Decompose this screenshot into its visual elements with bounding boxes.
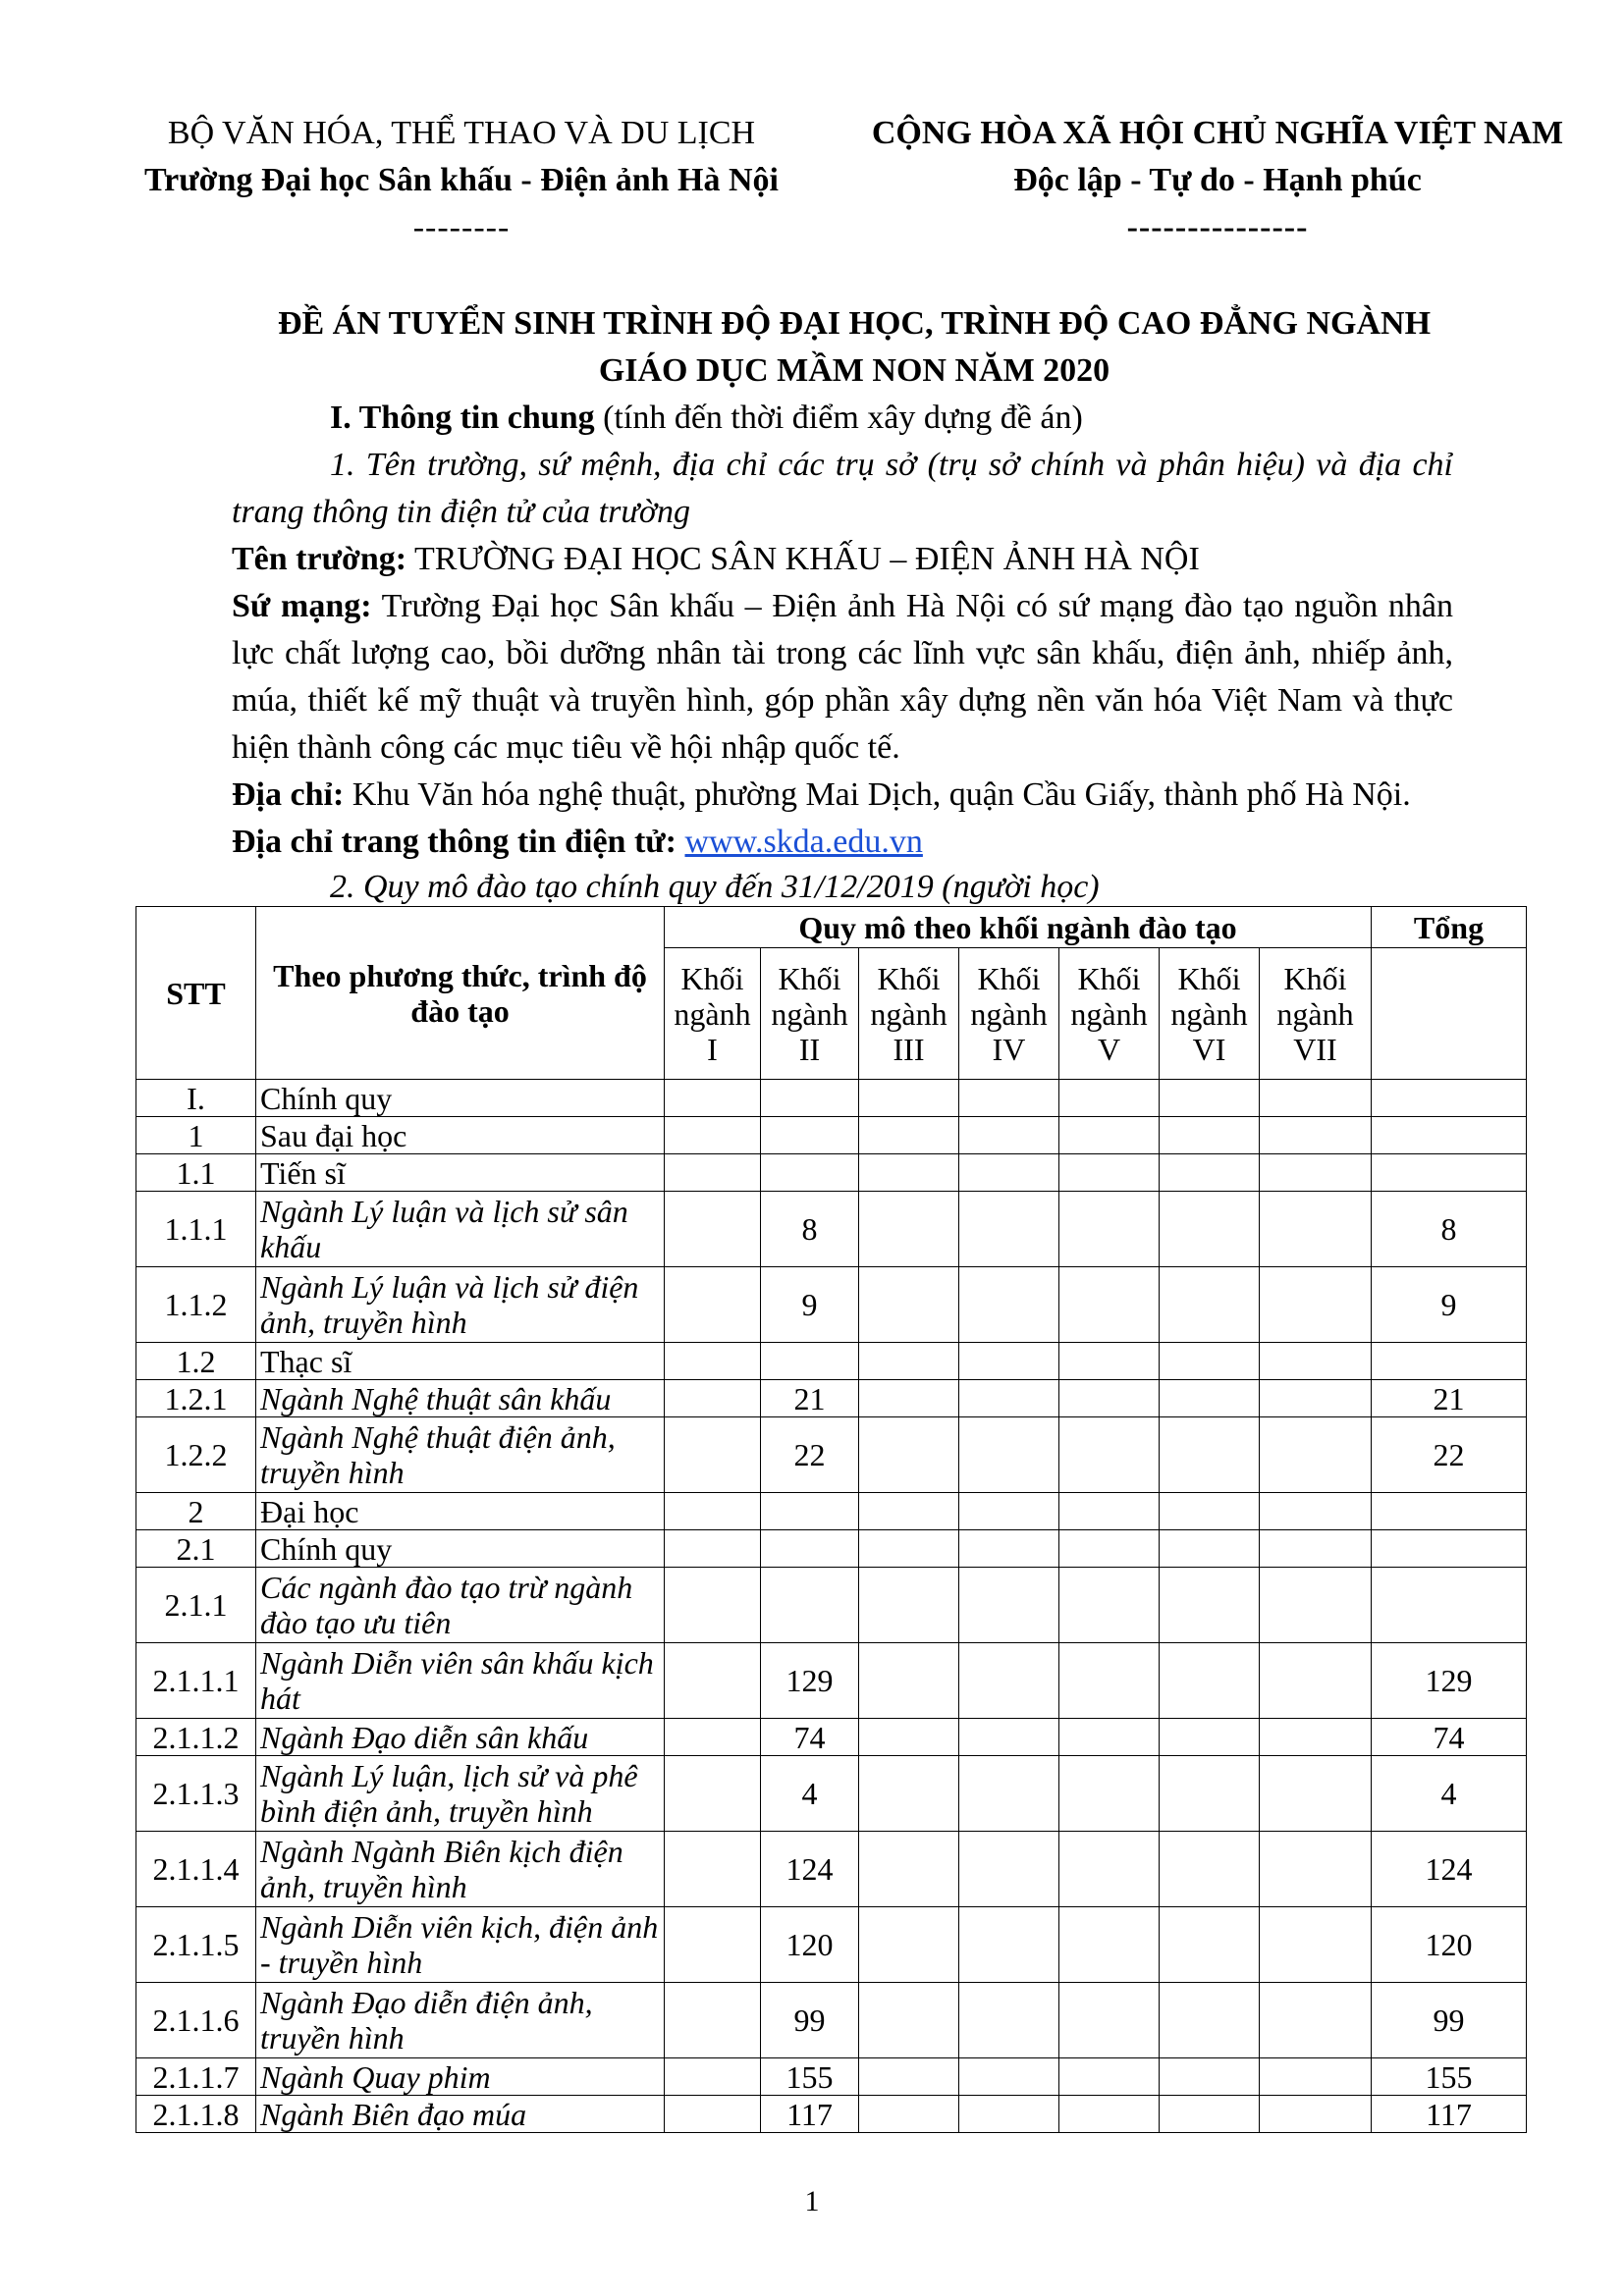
- row-name: Ngành Lý luận, lịch sử và phê bình điện ảnh, truyền hình: [256, 1756, 665, 1832]
- header-khoi-3: Khối ngành III: [859, 948, 959, 1080]
- row-name: Các ngành đào tạo trừ ngành đào tạo ưu tiên: [256, 1568, 665, 1643]
- table-row: [136, 1117, 1527, 1154]
- row-khoi-2: [761, 1080, 859, 1117]
- row-stt: 1.2.2: [136, 1417, 256, 1493]
- row-khoi-4: [959, 1832, 1059, 1907]
- table-row: [136, 1380, 1527, 1417]
- table-row: [136, 1192, 1527, 1267]
- row-khoi-5: [1059, 1756, 1160, 1832]
- row-khoi-5: [1059, 1568, 1160, 1643]
- row-khoi-4: [959, 1267, 1059, 1343]
- row-khoi-2: 120: [761, 1907, 859, 1983]
- row-stt: 2.1.1: [136, 1568, 256, 1643]
- row-khoi-4: [959, 1983, 1059, 2058]
- header-khoi-4: Khối ngành IV: [959, 948, 1059, 1080]
- row-total: 4: [1372, 1756, 1527, 1832]
- row-total: 155: [1372, 2058, 1527, 2096]
- row-stt: 1.1.2: [136, 1267, 256, 1343]
- table-row: [136, 2096, 1527, 2133]
- header-khoi-5: Khối ngành V: [1059, 948, 1160, 1080]
- table-row: [136, 1154, 1527, 1192]
- row-khoi-6: [1160, 1568, 1260, 1643]
- row-khoi-6: [1160, 1530, 1260, 1568]
- row-khoi-1: [665, 2058, 761, 2096]
- row-stt: 2: [136, 1493, 256, 1530]
- row-khoi-4: [959, 2058, 1059, 2096]
- row-total: [1372, 1493, 1527, 1530]
- mission-text: Trường Đại học Sân khấu – Điện ảnh Hà Nội có sứ mạng đào tạo nguồn nhân lực chất lượng cao, bồi dưỡng nhân tài trong các lĩnh vực sân khấu, điện ảnh, nhiếp ảnh, múa, thiết kế mỹ thuật và truyền hình, góp phần xây dựng nền văn hóa Việt Nam và thực hiện thành công các mục tiêu về hội nhập quốc tế.: [232, 588, 1453, 766]
- row-khoi-6: [1160, 1983, 1260, 2058]
- website-line: [232, 819, 1453, 866]
- row-khoi-2: 74: [761, 1719, 859, 1756]
- row-khoi-4: [959, 1343, 1059, 1380]
- row-name: Ngành Ngành Biên kịch điện ảnh, truyền hình: [256, 1832, 665, 1907]
- row-khoi-6: [1160, 1493, 1260, 1530]
- row-khoi-1: [665, 1493, 761, 1530]
- row-total: [1372, 1117, 1527, 1154]
- row-khoi-1: [665, 1907, 761, 1983]
- table-row: [136, 1832, 1527, 1907]
- row-name: Ngành Biên đạo múa: [256, 2096, 665, 2133]
- row-khoi-4: [959, 1568, 1059, 1643]
- table-row: [136, 1719, 1527, 1756]
- row-khoi-7: [1260, 1343, 1372, 1380]
- row-khoi-2: [761, 1530, 859, 1568]
- row-total: 99: [1372, 1983, 1527, 2058]
- row-khoi-7: [1260, 1493, 1372, 1530]
- row-khoi-7: [1260, 2058, 1372, 2096]
- header-group: Quy mô theo khối ngành đào tạo: [665, 907, 1372, 948]
- row-khoi-6: [1160, 1417, 1260, 1493]
- row-khoi-6: [1160, 1832, 1260, 1907]
- row-stt: 1: [136, 1117, 256, 1154]
- address-value: Khu Văn hóa nghệ thuật, phường Mai Dịch, quận Cầu Giấy, thành phố Hà Nội.: [344, 776, 1411, 813]
- row-khoi-1: [665, 1756, 761, 1832]
- row-khoi-3: [859, 1380, 959, 1417]
- row-khoi-1: [665, 1832, 761, 1907]
- row-khoi-4: [959, 1643, 1059, 1719]
- row-total: [1372, 1568, 1527, 1643]
- row-stt: 1.2.1: [136, 1380, 256, 1417]
- row-khoi-1: [665, 1117, 761, 1154]
- row-stt: 2.1.1.5: [136, 1907, 256, 1983]
- row-khoi-3: [859, 1719, 959, 1756]
- row-khoi-6: [1160, 1080, 1260, 1117]
- university-name: Trường Đại học Sân khấu - Điện ảnh Hà Nội: [143, 162, 780, 198]
- row-khoi-7: [1260, 2096, 1372, 2133]
- country-name: CỘNG HÒA XÃ HỘI CHỦ NGHĨA VIỆT NAM: [871, 115, 1564, 151]
- page-number: 1: [804, 2185, 820, 2217]
- row-khoi-5: [1059, 1530, 1160, 1568]
- mission-paragraph: [232, 583, 1453, 772]
- row-khoi-5: [1059, 1907, 1160, 1983]
- row-khoi-1: [665, 1192, 761, 1267]
- row-total: 120: [1372, 1907, 1527, 1983]
- table-row: [136, 1756, 1527, 1832]
- row-name: Sau đại học: [256, 1117, 665, 1154]
- table-row: [136, 2058, 1527, 2096]
- header-khoi-7: Khối ngành VII: [1260, 948, 1372, 1080]
- row-stt: 2.1.1.1: [136, 1643, 256, 1719]
- row-khoi-5: [1059, 1080, 1160, 1117]
- row-stt: 1.1.1: [136, 1192, 256, 1267]
- address-label: Địa chỉ:: [232, 776, 345, 813]
- row-khoi-6: [1160, 1643, 1260, 1719]
- row-khoi-7: [1260, 1907, 1372, 1983]
- row-khoi-4: [959, 1493, 1059, 1530]
- website-link[interactable]: www.skda.edu.vn: [684, 824, 923, 860]
- row-khoi-2: 129: [761, 1643, 859, 1719]
- row-khoi-1: [665, 1154, 761, 1192]
- school-name-line: [232, 536, 1453, 583]
- row-khoi-3: [859, 1343, 959, 1380]
- row-khoi-3: [859, 1192, 959, 1267]
- row-khoi-1: [665, 1080, 761, 1117]
- table-body: [136, 1080, 1527, 2133]
- row-khoi-4: [959, 1530, 1059, 1568]
- row-khoi-5: [1059, 1719, 1160, 1756]
- school-name-label: Tên trường:: [232, 541, 407, 577]
- row-khoi-7: [1260, 1643, 1372, 1719]
- row-stt: 1.2: [136, 1343, 256, 1380]
- row-total: 22: [1372, 1417, 1527, 1493]
- ministry-header: [118, 110, 805, 251]
- row-khoi-5: [1059, 1832, 1160, 1907]
- row-khoi-3: [859, 1080, 959, 1117]
- table-row: [136, 1417, 1527, 1493]
- row-total: [1372, 1080, 1527, 1117]
- header-stt: STT: [136, 907, 256, 1080]
- row-khoi-2: [761, 1343, 859, 1380]
- row-khoi-2: 117: [761, 2096, 859, 2133]
- row-khoi-6: [1160, 1154, 1260, 1192]
- header-khoi-1: Khối ngành I: [665, 948, 761, 1080]
- row-khoi-7: [1260, 1832, 1372, 1907]
- row-stt: I.: [136, 1080, 256, 1117]
- row-khoi-3: [859, 1907, 959, 1983]
- address-line: [232, 772, 1508, 819]
- document-title: [118, 300, 1591, 395]
- row-khoi-7: [1260, 1080, 1372, 1117]
- row-khoi-2: [761, 1117, 859, 1154]
- header-total: Tổng: [1372, 907, 1527, 948]
- row-khoi-5: [1059, 1192, 1160, 1267]
- school-name-value: TRƯỜNG ĐẠI HỌC SÂN KHẤU – ĐIỆN ẢNH HÀ NỘI: [406, 541, 1200, 577]
- row-khoi-4: [959, 1117, 1059, 1154]
- row-khoi-3: [859, 1417, 959, 1493]
- row-khoi-6: [1160, 1343, 1260, 1380]
- row-khoi-6: [1160, 1380, 1260, 1417]
- row-khoi-7: [1260, 1380, 1372, 1417]
- row-khoi-2: 4: [761, 1756, 859, 1832]
- row-khoi-6: [1160, 1117, 1260, 1154]
- table-row: [136, 1493, 1527, 1530]
- row-stt: 1.1: [136, 1154, 256, 1192]
- motto: Độc lập - Tự do - Hạnh phúc: [1013, 162, 1422, 198]
- row-khoi-1: [665, 1267, 761, 1343]
- row-khoi-7: [1260, 1154, 1372, 1192]
- row-name: Ngành Nghệ thuật điện ảnh, truyền hình: [256, 1417, 665, 1493]
- row-total: 124: [1372, 1832, 1527, 1907]
- website-label: Địa chỉ trang thông tin điện tử:: [232, 824, 677, 860]
- row-khoi-5: [1059, 2096, 1160, 2133]
- row-khoi-4: [959, 1756, 1059, 1832]
- row-khoi-4: [959, 1154, 1059, 1192]
- table-row: [136, 1080, 1527, 1117]
- row-name: Ngành Lý luận và lịch sử sân khấu: [256, 1192, 665, 1267]
- row-khoi-1: [665, 1983, 761, 2058]
- row-total: 129: [1372, 1643, 1527, 1719]
- row-khoi-2: [761, 1568, 859, 1643]
- row-khoi-7: [1260, 1267, 1372, 1343]
- section-heading-note: (tính đến thời điểm xây dựng đề án): [594, 400, 1083, 436]
- row-khoi-3: [859, 1983, 959, 2058]
- row-khoi-4: [959, 1907, 1059, 1983]
- row-khoi-5: [1059, 1117, 1160, 1154]
- row-khoi-5: [1059, 1983, 1160, 2058]
- row-stt: 2.1.1.2: [136, 1719, 256, 1756]
- row-khoi-1: [665, 1568, 761, 1643]
- row-khoi-6: [1160, 1192, 1260, 1267]
- ministry-name: BỘ VĂN HÓA, THỂ THAO VÀ DU LỊCH: [167, 115, 756, 151]
- section-heading-title: I. Thông tin chung: [330, 400, 595, 436]
- row-khoi-4: [959, 1417, 1059, 1493]
- row-stt: 2.1.1.3: [136, 1756, 256, 1832]
- row-total: 21: [1372, 1380, 1527, 1417]
- row-khoi-6: [1160, 2058, 1260, 2096]
- item-1-heading: 1. Tên trường, sứ mệnh, địa chỉ các trụ sở (trụ sở chính và phân hiệu) và địa chỉ trang thông tin điện tử của trường: [232, 447, 1453, 530]
- item-2-heading: 2. Quy mô đào tạo chính quy đến 31/12/2019 (người học): [330, 869, 1100, 905]
- table-row: [136, 1568, 1527, 1643]
- row-name: Chính quy: [256, 1080, 665, 1117]
- row-name: Ngành Quay phim: [256, 2058, 665, 2096]
- header-khoi-6: Khối ngành VI: [1160, 948, 1260, 1080]
- table-row: [136, 1530, 1527, 1568]
- row-total: [1372, 1154, 1527, 1192]
- row-name: Chính quy: [256, 1530, 665, 1568]
- table-row: [136, 1907, 1527, 1983]
- row-khoi-7: [1260, 1117, 1372, 1154]
- row-khoi-5: [1059, 1343, 1160, 1380]
- row-khoi-4: [959, 2096, 1059, 2133]
- row-total: 8: [1372, 1192, 1527, 1267]
- row-khoi-2: 22: [761, 1417, 859, 1493]
- row-khoi-6: [1160, 2096, 1260, 2133]
- row-khoi-5: [1059, 2058, 1160, 2096]
- row-khoi-5: [1059, 1154, 1160, 1192]
- training-scale-table: [135, 906, 1527, 2133]
- row-total: 9: [1372, 1267, 1527, 1343]
- mission-label: Sứ mạng:: [232, 588, 372, 624]
- row-khoi-2: 155: [761, 2058, 859, 2096]
- row-khoi-3: [859, 1154, 959, 1192]
- row-khoi-1: [665, 2096, 761, 2133]
- row-khoi-4: [959, 1719, 1059, 1756]
- row-khoi-6: [1160, 1756, 1260, 1832]
- row-khoi-1: [665, 1380, 761, 1417]
- row-khoi-2: 124: [761, 1832, 859, 1907]
- row-stt: 2.1.1.6: [136, 1983, 256, 2058]
- title-line-1: ĐỀ ÁN TUYỂN SINH TRÌNH ĐỘ ĐẠI HỌC, TRÌNH ĐỘ CAO ĐẲNG NGÀNH: [277, 305, 1432, 342]
- row-khoi-7: [1260, 1530, 1372, 1568]
- row-khoi-3: [859, 1643, 959, 1719]
- row-khoi-3: [859, 1267, 959, 1343]
- row-khoi-7: [1260, 1568, 1372, 1643]
- row-khoi-1: [665, 1530, 761, 1568]
- row-khoi-2: 8: [761, 1192, 859, 1267]
- row-khoi-2: 9: [761, 1267, 859, 1343]
- row-khoi-5: [1059, 1380, 1160, 1417]
- row-khoi-6: [1160, 1267, 1260, 1343]
- row-khoi-2: [761, 1154, 859, 1192]
- row-khoi-7: [1260, 1983, 1372, 2058]
- row-khoi-3: [859, 1530, 959, 1568]
- row-total: [1372, 1343, 1527, 1380]
- row-khoi-3: [859, 1568, 959, 1643]
- table-row: [136, 1343, 1527, 1380]
- row-khoi-4: [959, 1380, 1059, 1417]
- row-khoi-1: [665, 1343, 761, 1380]
- row-name: Ngành Nghệ thuật sân khấu: [256, 1380, 665, 1417]
- header-total-blank: [1372, 948, 1527, 1080]
- row-khoi-5: [1059, 1643, 1160, 1719]
- row-khoi-5: [1059, 1493, 1160, 1530]
- row-name: Thạc sĩ: [256, 1343, 665, 1380]
- row-khoi-1: [665, 1643, 761, 1719]
- row-khoi-6: [1160, 1907, 1260, 1983]
- row-khoi-6: [1160, 1719, 1260, 1756]
- title-line-2: GIÁO DỤC MẦM NON NĂM 2020: [598, 352, 1110, 389]
- row-name: Ngành Diễn viên kịch, điện ảnh - truyền hình: [256, 1907, 665, 1983]
- header-method: Theo phương thức, trình độ đào tạo: [256, 907, 665, 1080]
- right-divider: ---------------: [1126, 209, 1309, 245]
- left-divider: --------: [412, 209, 511, 245]
- row-khoi-7: [1260, 1719, 1372, 1756]
- row-name: Ngành Đạo diễn sân khấu: [256, 1719, 665, 1756]
- row-khoi-1: [665, 1417, 761, 1493]
- row-khoi-7: [1260, 1756, 1372, 1832]
- national-motto-header: [844, 110, 1591, 251]
- row-stt: 2.1: [136, 1530, 256, 1568]
- row-khoi-2: [761, 1493, 859, 1530]
- row-khoi-2: 21: [761, 1380, 859, 1417]
- row-total: [1372, 1530, 1527, 1568]
- row-khoi-3: [859, 2058, 959, 2096]
- row-khoi-5: [1059, 1417, 1160, 1493]
- row-khoi-4: [959, 1080, 1059, 1117]
- row-khoi-7: [1260, 1192, 1372, 1267]
- header-khoi-2: Khối ngành II: [761, 948, 859, 1080]
- row-khoi-2: 99: [761, 1983, 859, 2058]
- row-khoi-3: [859, 1756, 959, 1832]
- table-row: [136, 1983, 1527, 2058]
- row-total: 117: [1372, 2096, 1527, 2133]
- section-heading: [330, 395, 1538, 442]
- row-name: Tiến sĩ: [256, 1154, 665, 1192]
- row-name: Ngành Đạo diễn điện ảnh, truyền hình: [256, 1983, 665, 2058]
- row-khoi-3: [859, 2096, 959, 2133]
- table-row: [136, 1267, 1527, 1343]
- row-name: Đại học: [256, 1493, 665, 1530]
- row-khoi-5: [1059, 1267, 1160, 1343]
- row-stt: 2.1.1.8: [136, 2096, 256, 2133]
- table-row: [136, 1643, 1527, 1719]
- row-stt: 2.1.1.4: [136, 1832, 256, 1907]
- row-total: 74: [1372, 1719, 1527, 1756]
- row-stt: 2.1.1.7: [136, 2058, 256, 2096]
- row-khoi-3: [859, 1117, 959, 1154]
- row-khoi-1: [665, 1719, 761, 1756]
- row-name: Ngành Lý luận và lịch sử điện ảnh, truyền hình: [256, 1267, 665, 1343]
- row-name: Ngành Diễn viên sân khấu kịch hát: [256, 1643, 665, 1719]
- row-khoi-4: [959, 1192, 1059, 1267]
- row-khoi-3: [859, 1493, 959, 1530]
- row-khoi-7: [1260, 1417, 1372, 1493]
- row-khoi-3: [859, 1832, 959, 1907]
